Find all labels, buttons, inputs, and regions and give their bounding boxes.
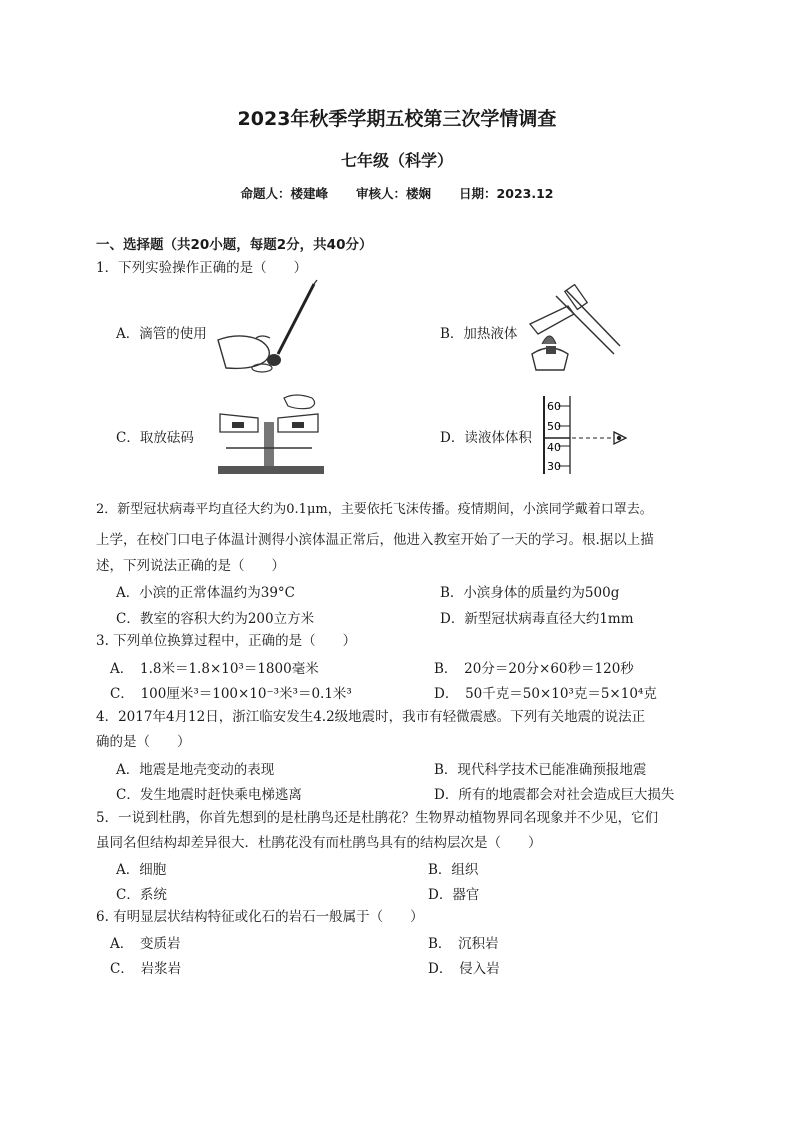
q1-option-b: B．加热液体 xyxy=(440,326,518,342)
q4-line2: 确的是（ ） xyxy=(96,734,191,750)
q2-line2: 上学，在校门口电子体温计测得小滨体温正常后，他进入教室开始了一天的学习。根.据以上描 xyxy=(96,532,654,548)
exam-title: 2023年秋季学期五校第三次学情调查 xyxy=(237,108,557,130)
exam-meta xyxy=(0,184,794,202)
q3-option-a: A． 1.8米＝1.8×10³＝1800毫米 xyxy=(110,661,319,677)
exam-subtitle: 七年级（科学） xyxy=(340,151,453,170)
q6-option-a: A． 变质岩 xyxy=(110,936,181,952)
q1-option-a: A．滴管的使用 xyxy=(116,326,207,342)
q4-option-d: D．所有的地震都会对社会造成巨大损失 xyxy=(434,787,675,803)
q5-option-c: C．系统 xyxy=(116,887,167,903)
graduated-cylinder-illustration xyxy=(538,394,630,476)
q3-option-b: B． 20分＝20分×60秒＝120秒 xyxy=(434,661,634,677)
q5-option-d: D．器官 xyxy=(428,887,480,903)
q2-line3: 述，下列说法正确的是（ ） xyxy=(96,558,285,574)
q5-line1: 5．一说到杜鹃，你首先想到的是杜鹃鸟还是杜鹃花？生物界动植物界同名现象并不少见，它们 xyxy=(96,810,659,826)
q5-line2: 虽同名但结构却差异很大．杜鹃花没有而杜鹃鸟具有的结构层次是（ ） xyxy=(96,835,542,851)
q6-option-d: D． 侵入岩 xyxy=(428,961,500,977)
section-heading: 一、选择题（共20小题，每题2分，共40分） xyxy=(96,237,373,253)
cylinder-tick-30: 30 xyxy=(547,460,561,473)
q5-option-a: A．细胞 xyxy=(116,862,167,878)
q2-option-a: A．小滨的正常体温约为39°C xyxy=(116,585,296,601)
q2-option-b: B．小滨身体的质量约为500g xyxy=(440,585,620,601)
balance-weights-illustration xyxy=(212,392,330,478)
q5-option-b: B．组织 xyxy=(428,862,479,878)
q3-option-c: C． 100厘米³＝100×10⁻³米³＝0.1米³ xyxy=(110,686,352,702)
q3-stem: 3. 下列单位换算过程中，正确的是（ ） xyxy=(96,633,357,649)
q1-stem: 1．下列实验操作正确的是（ ） xyxy=(96,260,308,276)
q2-line1: 2．新型冠状病毒平均直径大约为0.1μm，主要依托飞沫传播。疫情期间，小滨同学戴着口罩去。 xyxy=(96,502,653,517)
dropper-illustration xyxy=(216,278,326,378)
cylinder-tick-40: 40 xyxy=(547,441,561,454)
reviewer-label: 审核人：楼娴 xyxy=(356,186,432,201)
q6-stem: 6. 有明显层状结构特征或化石的岩石一般属于（ ） xyxy=(96,909,424,925)
q6-option-b: B． 沉积岩 xyxy=(428,936,499,952)
heating-liquid-illustration xyxy=(520,284,630,380)
q1-option-c: C．取放砝码 xyxy=(116,430,194,446)
q6-option-c: C． 岩浆岩 xyxy=(110,961,182,977)
cylinder-tick-50: 50 xyxy=(547,420,561,433)
q4-option-b: B．现代科学技术已能准确预报地震 xyxy=(434,762,647,778)
q2-option-c: C．教室的容积大约为200立方米 xyxy=(116,611,315,627)
q2-option-d: D．新型冠状病毒直径大约1mm xyxy=(440,611,634,627)
q4-option-a: A．地震是地壳变动的表现 xyxy=(116,762,275,778)
q3-option-d: D． 50千克＝50×10³克＝5×10⁴克 xyxy=(434,686,657,702)
q4-option-c: C．发生地震时赶快乘电梯逃离 xyxy=(116,787,302,803)
q1-option-d: D．读液体体积 xyxy=(440,430,532,446)
cylinder-tick-60: 60 xyxy=(547,400,561,413)
q4-line1: 4．2017年4月12日，浙江临安发生4.2级地震时，我市有轻微震感。下列有关地震的说法正 xyxy=(96,709,646,725)
setter-label: 命题人：楼建峰 xyxy=(240,186,329,201)
date-label: 日期：2023.12 xyxy=(459,186,554,201)
